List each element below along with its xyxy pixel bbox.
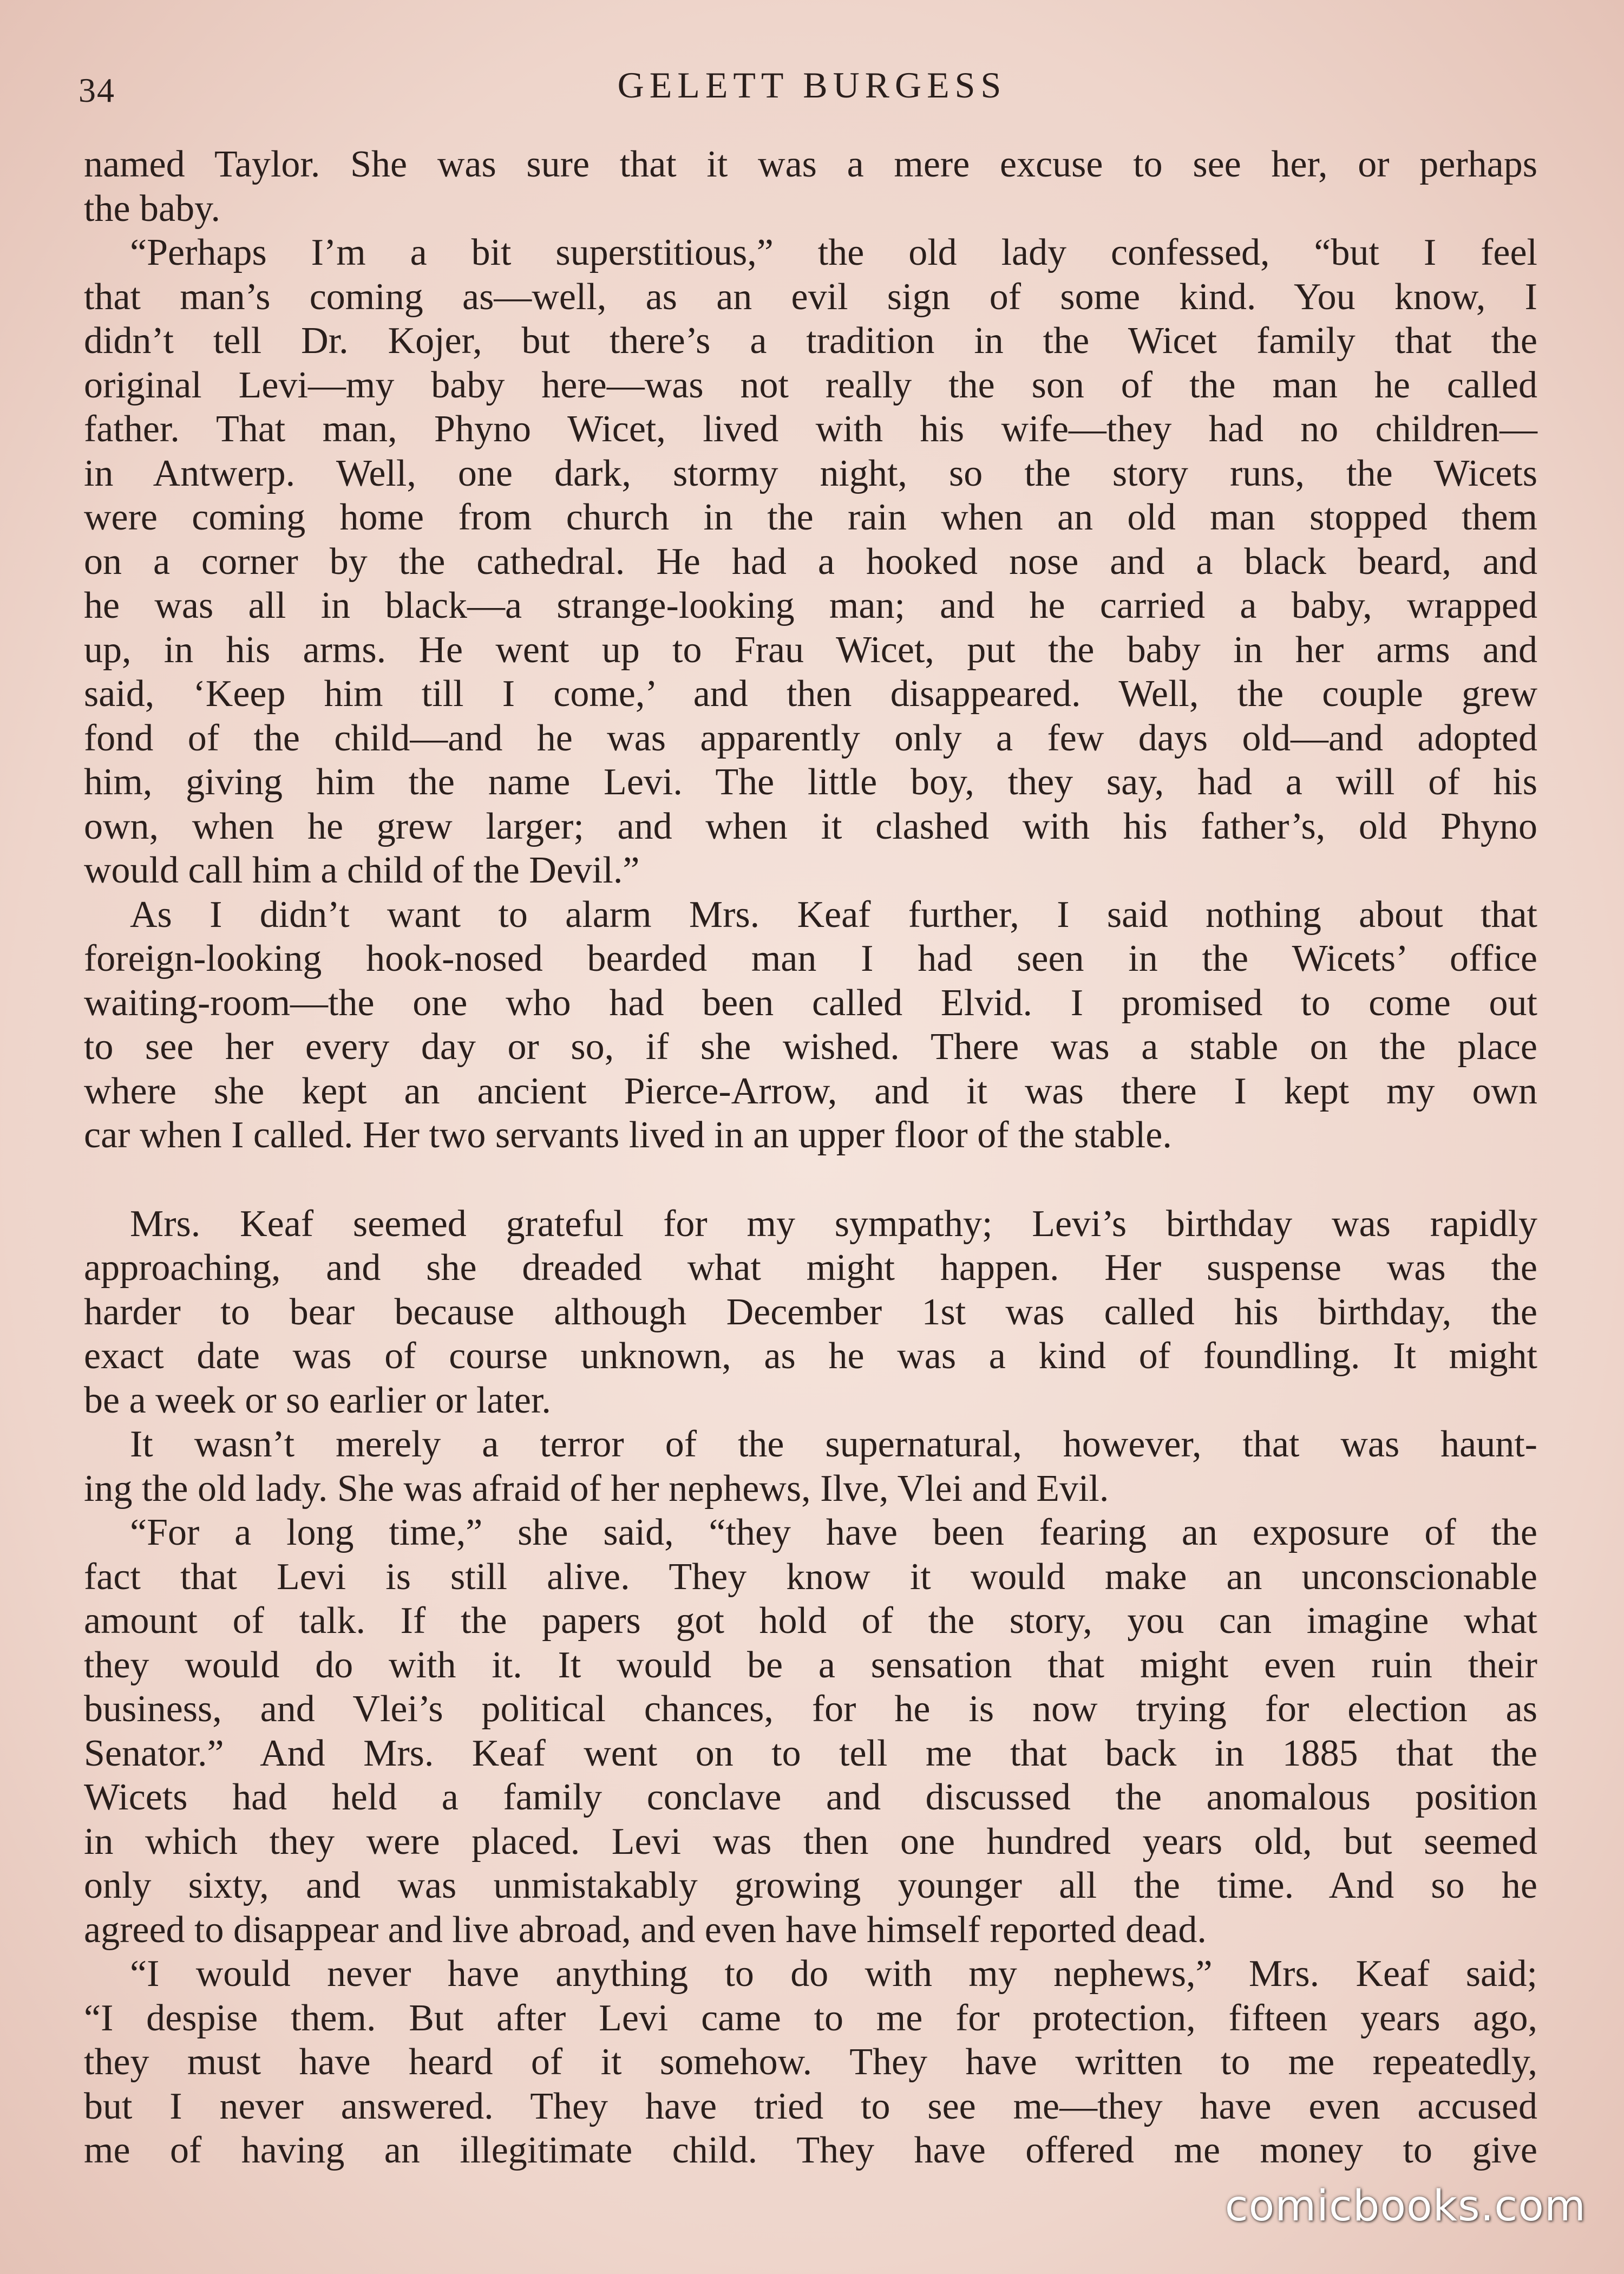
text-line: he was all in black—a strange-looking man; and he carried a baby, wrapped — [84, 585, 1537, 626]
text-line: in which they were placed. Levi was then one hundred years old, but seemed — [84, 1820, 1537, 1863]
page-number: 34 — [78, 71, 115, 109]
text-line: but I never answered. They have tried to see me—they have even accused — [84, 2085, 1537, 2127]
section-break — [84, 1158, 1537, 1202]
text-line: that man’s coming as—well, as an evil sign of some kind. You know, I — [84, 276, 1537, 318]
text-line: said, ‘Keep him till I come,’ and then disappeared. Well, the couple grew — [84, 673, 1537, 715]
text-line: amount of talk. If the papers got hold of the story, you can imagine what — [84, 1600, 1537, 1642]
text-line: car when I called. Her two servants lived in an upper floor of the stable. — [84, 1114, 1172, 1156]
text-line: only sixty, and was unmistakably growing younger all the time. And so he — [84, 1865, 1537, 1906]
text-line: foreign-looking hook-nosed bearded man I had seen in the Wicets’ office — [84, 938, 1537, 979]
text-line: Senator.” And Mrs. Keaf went on to tell me that back in 1885 that the — [84, 1732, 1537, 1774]
text-line: Wicets had held a family conclave and discussed the anomalous position — [84, 1776, 1537, 1818]
body-text — [84, 142, 1537, 2173]
text-line: they must have heard of it somehow. They have written to me repeatedly, — [84, 2041, 1537, 2083]
text-line: harder to bear because although December 1st was called his birthday, the — [84, 1291, 1537, 1333]
text-line: father. That man, Phyno Wicet, lived with his wife—they had no children— — [84, 408, 1537, 450]
text-line: As I didn’t want to alarm Mrs. Keaf further, I said nothing about that — [130, 893, 1537, 936]
text-line: “I despise them. But after Levi came to me for protection, fifteen years ago, — [84, 1997, 1537, 2039]
text-line: to see her every day or so, if she wished. There was a stable on the place — [84, 1026, 1537, 1068]
text-line: the baby. — [84, 187, 221, 230]
text-line: him, giving him the name Levi. The little boy, they say, had a will of his — [84, 761, 1537, 803]
text-line: up, in his arms. He went up to Frau Wicet, put the baby in her arms and — [84, 629, 1537, 671]
text-line: named Taylor. She was sure that it was a mere excuse to see her, or perhaps — [84, 143, 1537, 185]
watermark: comicbooks.com — [1224, 2182, 1586, 2231]
running-head: GELETT BURGESS — [617, 64, 1007, 106]
text-line: “Perhaps I’m a bit superstitious,” the old lady confessed, “but I feel — [130, 232, 1537, 273]
text-line: original Levi—my baby here—was not really the son of the man he called — [84, 364, 1537, 406]
text-line: would call him a child of the Devil.” — [84, 850, 640, 891]
text-line: fact that Levi is still alive. They know it would make an unconscionable — [84, 1556, 1537, 1598]
text-line: fond of the child—and he was apparently only a few days old—and adopted — [84, 717, 1537, 759]
text-line: “I would never have anything to do with my nephews,” Mrs. Keaf said; — [130, 1953, 1537, 1995]
text-line: didn’t tell Dr. Kojer, but there’s a tradition in the Wicet family that the — [84, 320, 1537, 362]
text-line: own, when he grew larger; and when it clashed with his father’s, old Phyno — [84, 805, 1537, 847]
text-line: exact date was of course unknown, as he was a kind of foundling. It might — [84, 1335, 1537, 1377]
text-line: Mrs. Keaf seemed grateful for my sympathy; Levi’s birthday was rapidly — [130, 1203, 1537, 1245]
text-line: where she kept an ancient Pierce-Arrow, and it was there I kept my own — [84, 1070, 1537, 1112]
text-line: ing the old lady. She was afraid of her nephews, Ilve, Vlei and Evil. — [84, 1467, 1109, 1510]
text-line: approaching, and she dreaded what might happen. Her suspense was the — [84, 1247, 1537, 1289]
text-line: It wasn’t merely a terror of the supernatural, however, that was haunt- — [130, 1423, 1537, 1465]
text-line: waiting-room—the one who had been called Elvid. I promised to come out — [84, 982, 1537, 1024]
text-line: business, and Vlei’s political chances, for he is now trying for election as — [84, 1688, 1537, 1730]
text-line: in Antwerp. Well, one dark, stormy night, so the story runs, the Wicets — [84, 452, 1537, 494]
text-line: agreed to disappear and live abroad, and even have himself reported dead. — [84, 1909, 1207, 1951]
text-line: on a corner by the cathedral. He had a hooked nose and a black beard, and — [84, 540, 1537, 583]
text-line: “For a long time,” she said, “they have been fearing an exposure of the — [130, 1512, 1537, 1553]
text-line: were coming home from church in the rain when an old man stopped them — [84, 496, 1537, 538]
text-line: me of having an illegitimate child. They have offered me money to give — [84, 2129, 1537, 2171]
text-line: they would do with it. It would be a sensation that might even ruin their — [84, 1644, 1537, 1686]
text-line: be a week or so earlier or later. — [84, 1379, 551, 1421]
